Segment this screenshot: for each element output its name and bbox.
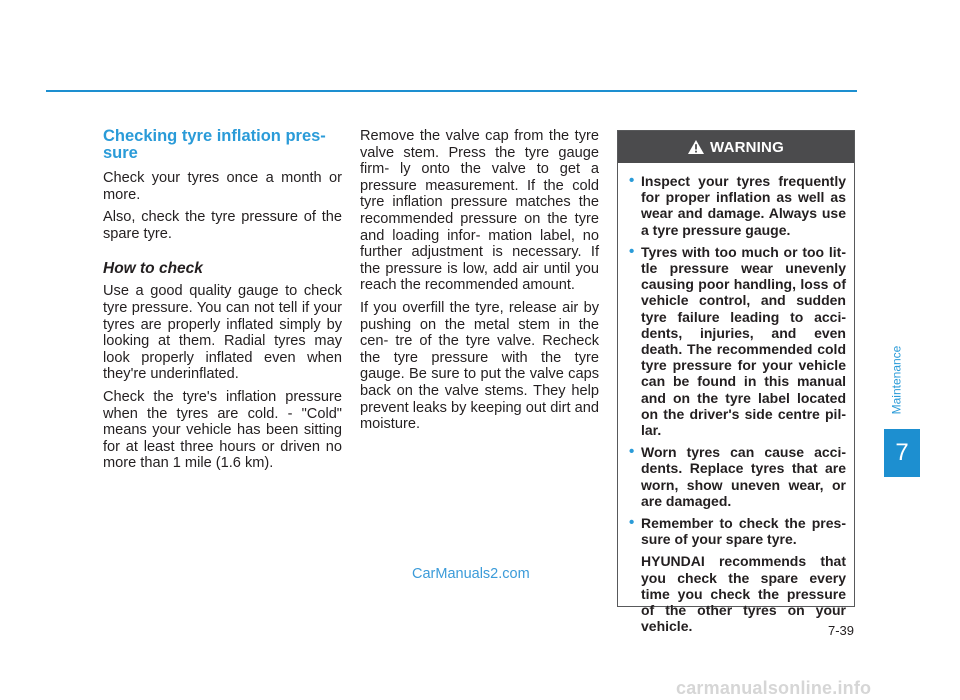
- paragraph: Use a good quality gauge to check tyre pressure. You can not tell if your tyres are properly inflated simply by looking at them. Radial tyres may look properly inflated even when they're underinflated.: [103, 283, 342, 383]
- warning-header: [618, 131, 854, 163]
- section-title: Checking tyre inflation pres- sure: [103, 127, 326, 162]
- chapter-number: 7: [895, 439, 909, 466]
- paragraph: Check your tyres once a month or more.: [103, 170, 342, 203]
- warning-text: Tyres with too much or too lit- tle pressure wear unevenly causing poor handling, loss of vehicle control, and sudden tyre failure leading to acci- dents, injuries, and even death. The recommended cold tyre pressure for your vehicle can be found in this manual and on the tyre label located on the driver's side centre pil- lar.: [641, 243, 846, 439]
- chapter-label-text: Maintenance: [889, 345, 903, 415]
- list-item: [629, 514, 846, 548]
- warning-text: Inspect your tyres frequently for proper inflation as well as wear and damage. Always use a tyre pressure gauge.: [641, 173, 846, 238]
- paragraph: Also, check the tyre pressure of the spare tyre.: [103, 209, 342, 242]
- footer-watermark: carmanualsonline.info: [676, 678, 872, 698]
- bullet-icon: •: [629, 172, 635, 189]
- warning-triangle-icon: [688, 140, 704, 154]
- bullet-icon: •: [629, 514, 635, 532]
- subsection-title: How to check: [103, 260, 203, 278]
- warning-note: HYUNDAI recommends that you check the spare every time you check the pressure of the other tyres on your vehicle.: [641, 553, 846, 635]
- watermark: CarManuals2.com: [412, 566, 530, 582]
- header-rule: [46, 90, 857, 92]
- warning-text: Worn tyres can cause acci- dents. Replace tyres that are worn, show uneven wear, or are damaged.: [641, 444, 846, 509]
- list-item: [629, 242, 846, 439]
- paragraph: If you overfill the tyre, release air by pushing on the metal stem in the cen- tre of the tyre valve. Recheck the tyre pressure with the tyre gauge. Be sure to put the valve caps back on the valve stems. They help prevent leaks by keeping out dirt and moisture.: [360, 299, 599, 433]
- bullet-icon: •: [629, 443, 635, 461]
- paragraph: Remove the valve cap from the tyre valve stem. Press the tyre gauge firm- ly onto the valve to get a pressure measurement. If the cold tyre inflation pressure matches the recommended pressure on the tyre and loading infor- mation label, no further adjustment is necessary. If the pressure is low, add air until you reach the recommended amount.: [360, 128, 599, 294]
- warning-list: [618, 163, 854, 547]
- list-item: [629, 443, 846, 509]
- warning-text: Remember to check the pres- sure of your spare tyre.: [641, 515, 846, 548]
- middle-column: [360, 128, 599, 439]
- bullet-icon: •: [629, 242, 635, 260]
- warning-label: WARNING: [710, 138, 784, 156]
- page-number: 7-39: [827, 623, 854, 638]
- left-column: [103, 128, 342, 478]
- list-item: [629, 172, 846, 238]
- chapter-tab: [884, 429, 920, 477]
- paragraph: Check the tyre's inflation pressure when the tyres are cold. - "Cold" means your vehicle has been sitting for at least three hours or driven no more than 1 mile (1.6 km).: [103, 388, 342, 472]
- chapter-label: [888, 340, 904, 420]
